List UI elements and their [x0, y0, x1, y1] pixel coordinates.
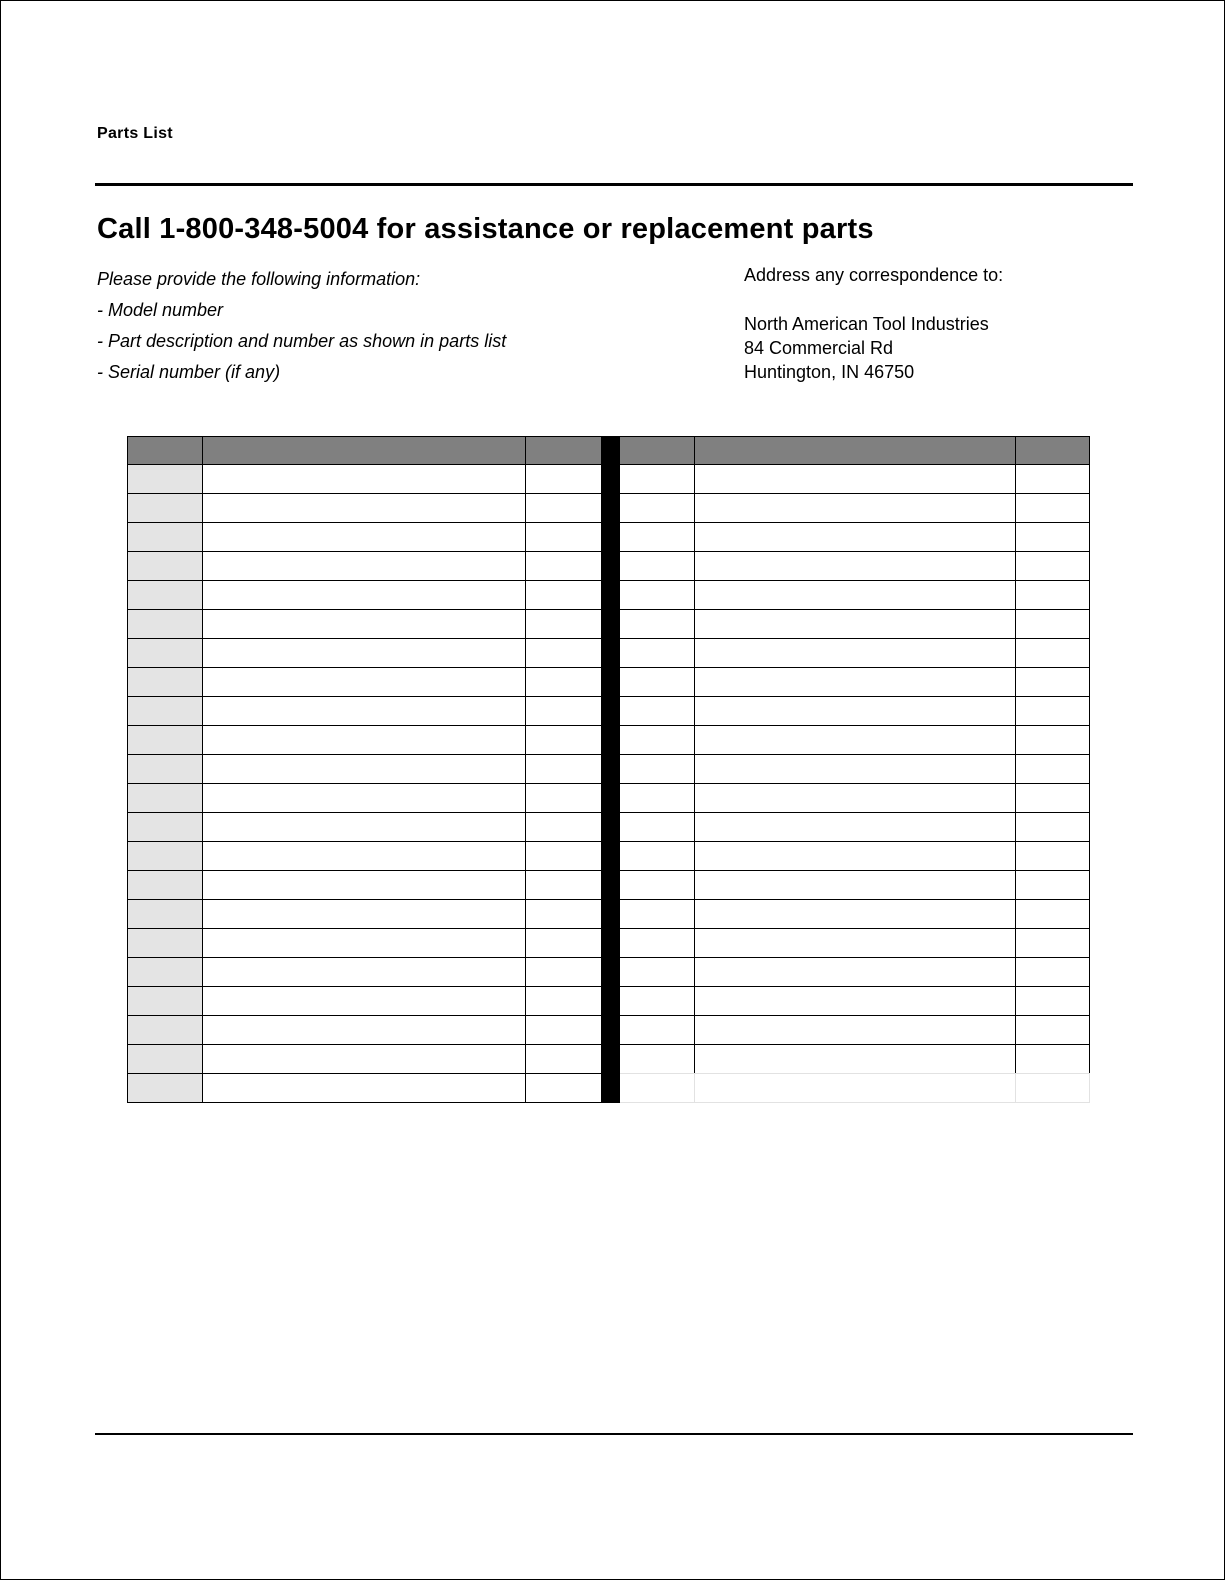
- left-table-cell: [202, 551, 526, 581]
- right-table-cell: [619, 928, 695, 958]
- right-table-cell: [619, 1015, 695, 1045]
- left-table-cell: [202, 957, 526, 987]
- right-table-cell: [694, 754, 1016, 784]
- right-table-cell: [1015, 928, 1090, 958]
- right-table-cell: [694, 1044, 1016, 1074]
- right-table-cell: [619, 725, 695, 755]
- address-company: North American Tool Industries: [744, 314, 989, 334]
- right-table-cell: [619, 464, 695, 494]
- left-table-cell: [525, 696, 602, 726]
- left-table-cell: [127, 870, 203, 900]
- correspondence-address: [744, 264, 1003, 384]
- right-table-cell: [694, 493, 1016, 523]
- top-rule: [95, 183, 1133, 186]
- left-table-cell: [127, 1073, 203, 1103]
- right-table-cell: [619, 667, 695, 697]
- right-table-cell: [1015, 1015, 1090, 1045]
- right-table-cell: [619, 551, 695, 581]
- left-table-cell: [525, 1015, 602, 1045]
- page-headline: Call 1-800-348-5004 for assistance or replacement parts: [97, 213, 874, 245]
- right-table-cell: [694, 696, 1016, 726]
- bottom-rule: [95, 1433, 1133, 1435]
- left-table-cell: [202, 1044, 526, 1074]
- left-table-cell: [127, 1015, 203, 1045]
- left-table-cell: [202, 986, 526, 1016]
- left-table-cell: [525, 870, 602, 900]
- left-table-cell: [127, 928, 203, 958]
- right-table-cell: [1015, 957, 1090, 987]
- right-table-cell: [1015, 899, 1090, 929]
- left-table-cell: [127, 986, 203, 1016]
- info-item-part-description: - Part description and number as shown in parts list: [97, 331, 507, 351]
- left-table-cell: [127, 464, 203, 494]
- right-table-cell: [1015, 870, 1090, 900]
- left-table-cell: [127, 783, 203, 813]
- right-table-cell: [619, 841, 695, 871]
- right-table-cell: [694, 1073, 1016, 1103]
- left-table-cell: [127, 667, 203, 697]
- right-table-cell: [694, 986, 1016, 1016]
- right-table-cell: [619, 986, 695, 1016]
- right-table-cell: [619, 638, 695, 668]
- left-table-cell: [525, 725, 602, 755]
- left-table-cell: [202, 754, 526, 784]
- right-table-cell: [694, 841, 1016, 871]
- left-table-cell: [127, 580, 203, 610]
- right-table-cell: [1015, 1044, 1090, 1074]
- right-table-cell: [1015, 841, 1090, 871]
- right-table-cell: [1015, 609, 1090, 639]
- right-table-cell: [1015, 986, 1090, 1016]
- left-table-cell: [202, 1015, 526, 1045]
- right-table-cell: [619, 609, 695, 639]
- left-table-cell: [525, 522, 602, 552]
- left-table-cell: [525, 754, 602, 784]
- right-table-cell: [1015, 551, 1090, 581]
- table-center-divider: [602, 436, 620, 1103]
- right-table-cell: [619, 522, 695, 552]
- left-table-cell: [202, 493, 526, 523]
- right-table-cell: [619, 957, 695, 987]
- left-table-cell: [202, 464, 526, 494]
- left-table-cell: [525, 783, 602, 813]
- left-table-cell: [525, 812, 602, 842]
- right-table-cell: [1015, 696, 1090, 726]
- right-table-cell: [619, 1044, 695, 1074]
- address-city: Huntington, IN 46750: [744, 362, 915, 382]
- right-table-cell: [694, 870, 1016, 900]
- right-table-cell: [694, 957, 1016, 987]
- right-table-cell: [1015, 638, 1090, 668]
- right-table-cell: [1015, 522, 1090, 552]
- right-table-cell: [694, 928, 1016, 958]
- right-table-cell: [619, 870, 695, 900]
- left-table-cell: [525, 928, 602, 958]
- right-table-cell: [619, 493, 695, 523]
- left-table-cell: [202, 899, 526, 929]
- left-table-cell: [127, 957, 203, 987]
- left-table-cell: [525, 841, 602, 871]
- right-table-cell: [1015, 493, 1090, 523]
- address-lead: Address any correspondence to:: [744, 265, 1004, 285]
- left-table-cell: [127, 696, 203, 726]
- right-table-cell: [1015, 667, 1090, 697]
- info-instructions: [97, 264, 506, 388]
- left-header-cell-3: [525, 436, 602, 465]
- left-table-cell: [127, 609, 203, 639]
- right-table-cell: [694, 783, 1016, 813]
- right-table-cell: [1015, 812, 1090, 842]
- left-table-cell: [202, 928, 526, 958]
- right-table-cell: [694, 1015, 1016, 1045]
- right-header-cell-1: [619, 436, 695, 465]
- right-table-cell: [694, 638, 1016, 668]
- left-table-cell: [202, 841, 526, 871]
- left-table-cell: [202, 638, 526, 668]
- right-table-cell: [619, 899, 695, 929]
- right-table-cell: [1015, 464, 1090, 494]
- left-table-cell: [127, 1044, 203, 1074]
- right-table-cell: [694, 609, 1016, 639]
- left-table-cell: [525, 957, 602, 987]
- left-table-cell: [127, 899, 203, 929]
- left-table-cell: [525, 464, 602, 494]
- right-header-cell-3: [1015, 436, 1090, 465]
- right-table-cell: [619, 580, 695, 610]
- right-table-cell: [619, 1073, 695, 1103]
- left-table-cell: [525, 493, 602, 523]
- left-table-cell: [525, 986, 602, 1016]
- left-table-cell: [525, 899, 602, 929]
- left-table-cell: [127, 754, 203, 784]
- right-table-cell: [619, 754, 695, 784]
- left-table-cell: [202, 812, 526, 842]
- right-table-cell: [1015, 1073, 1090, 1103]
- left-table-cell: [525, 580, 602, 610]
- left-header-cell-1: [127, 436, 203, 465]
- right-table-cell: [694, 522, 1016, 552]
- right-table-cell: [619, 783, 695, 813]
- left-table-cell: [127, 812, 203, 842]
- left-table-cell: [127, 725, 203, 755]
- left-table-cell: [202, 1073, 526, 1103]
- left-table-cell: [127, 841, 203, 871]
- right-table-cell: [694, 667, 1016, 697]
- right-table-cell: [694, 899, 1016, 929]
- left-header-cell-2: [202, 436, 526, 465]
- left-table-cell: [127, 638, 203, 668]
- left-table-cell: [525, 551, 602, 581]
- right-table-cell: [1015, 580, 1090, 610]
- address-street: 84 Commercial Rd: [744, 338, 894, 358]
- right-table-cell: [1015, 725, 1090, 755]
- left-table-cell: [525, 1044, 602, 1074]
- left-table-cell: [525, 1073, 602, 1103]
- left-table-cell: [127, 493, 203, 523]
- right-table-cell: [619, 812, 695, 842]
- section-label: Parts List: [97, 125, 173, 142]
- left-table-cell: [202, 580, 526, 610]
- left-table-cell: [202, 522, 526, 552]
- right-header-cell-2: [694, 436, 1016, 465]
- left-table-cell: [202, 725, 526, 755]
- left-table-cell: [127, 522, 203, 552]
- left-table-cell: [202, 667, 526, 697]
- info-item-serial-number: - Serial number (if any): [97, 362, 281, 382]
- right-table-cell: [694, 551, 1016, 581]
- info-item-model-number: - Model number: [97, 300, 224, 320]
- left-table-cell: [525, 667, 602, 697]
- left-table-cell: [202, 870, 526, 900]
- right-table-cell: [694, 812, 1016, 842]
- left-table-cell: [525, 638, 602, 668]
- left-table-cell: [202, 783, 526, 813]
- right-table-cell: [1015, 783, 1090, 813]
- right-table-cell: [694, 725, 1016, 755]
- right-table-cell: [694, 580, 1016, 610]
- left-table-cell: [525, 609, 602, 639]
- left-table-cell: [202, 696, 526, 726]
- right-table-cell: [619, 696, 695, 726]
- left-table-cell: [202, 609, 526, 639]
- left-table-cell: [127, 551, 203, 581]
- info-lead: Please provide the following information:: [97, 269, 421, 289]
- right-table-cell: [694, 464, 1016, 494]
- right-table-cell: [1015, 754, 1090, 784]
